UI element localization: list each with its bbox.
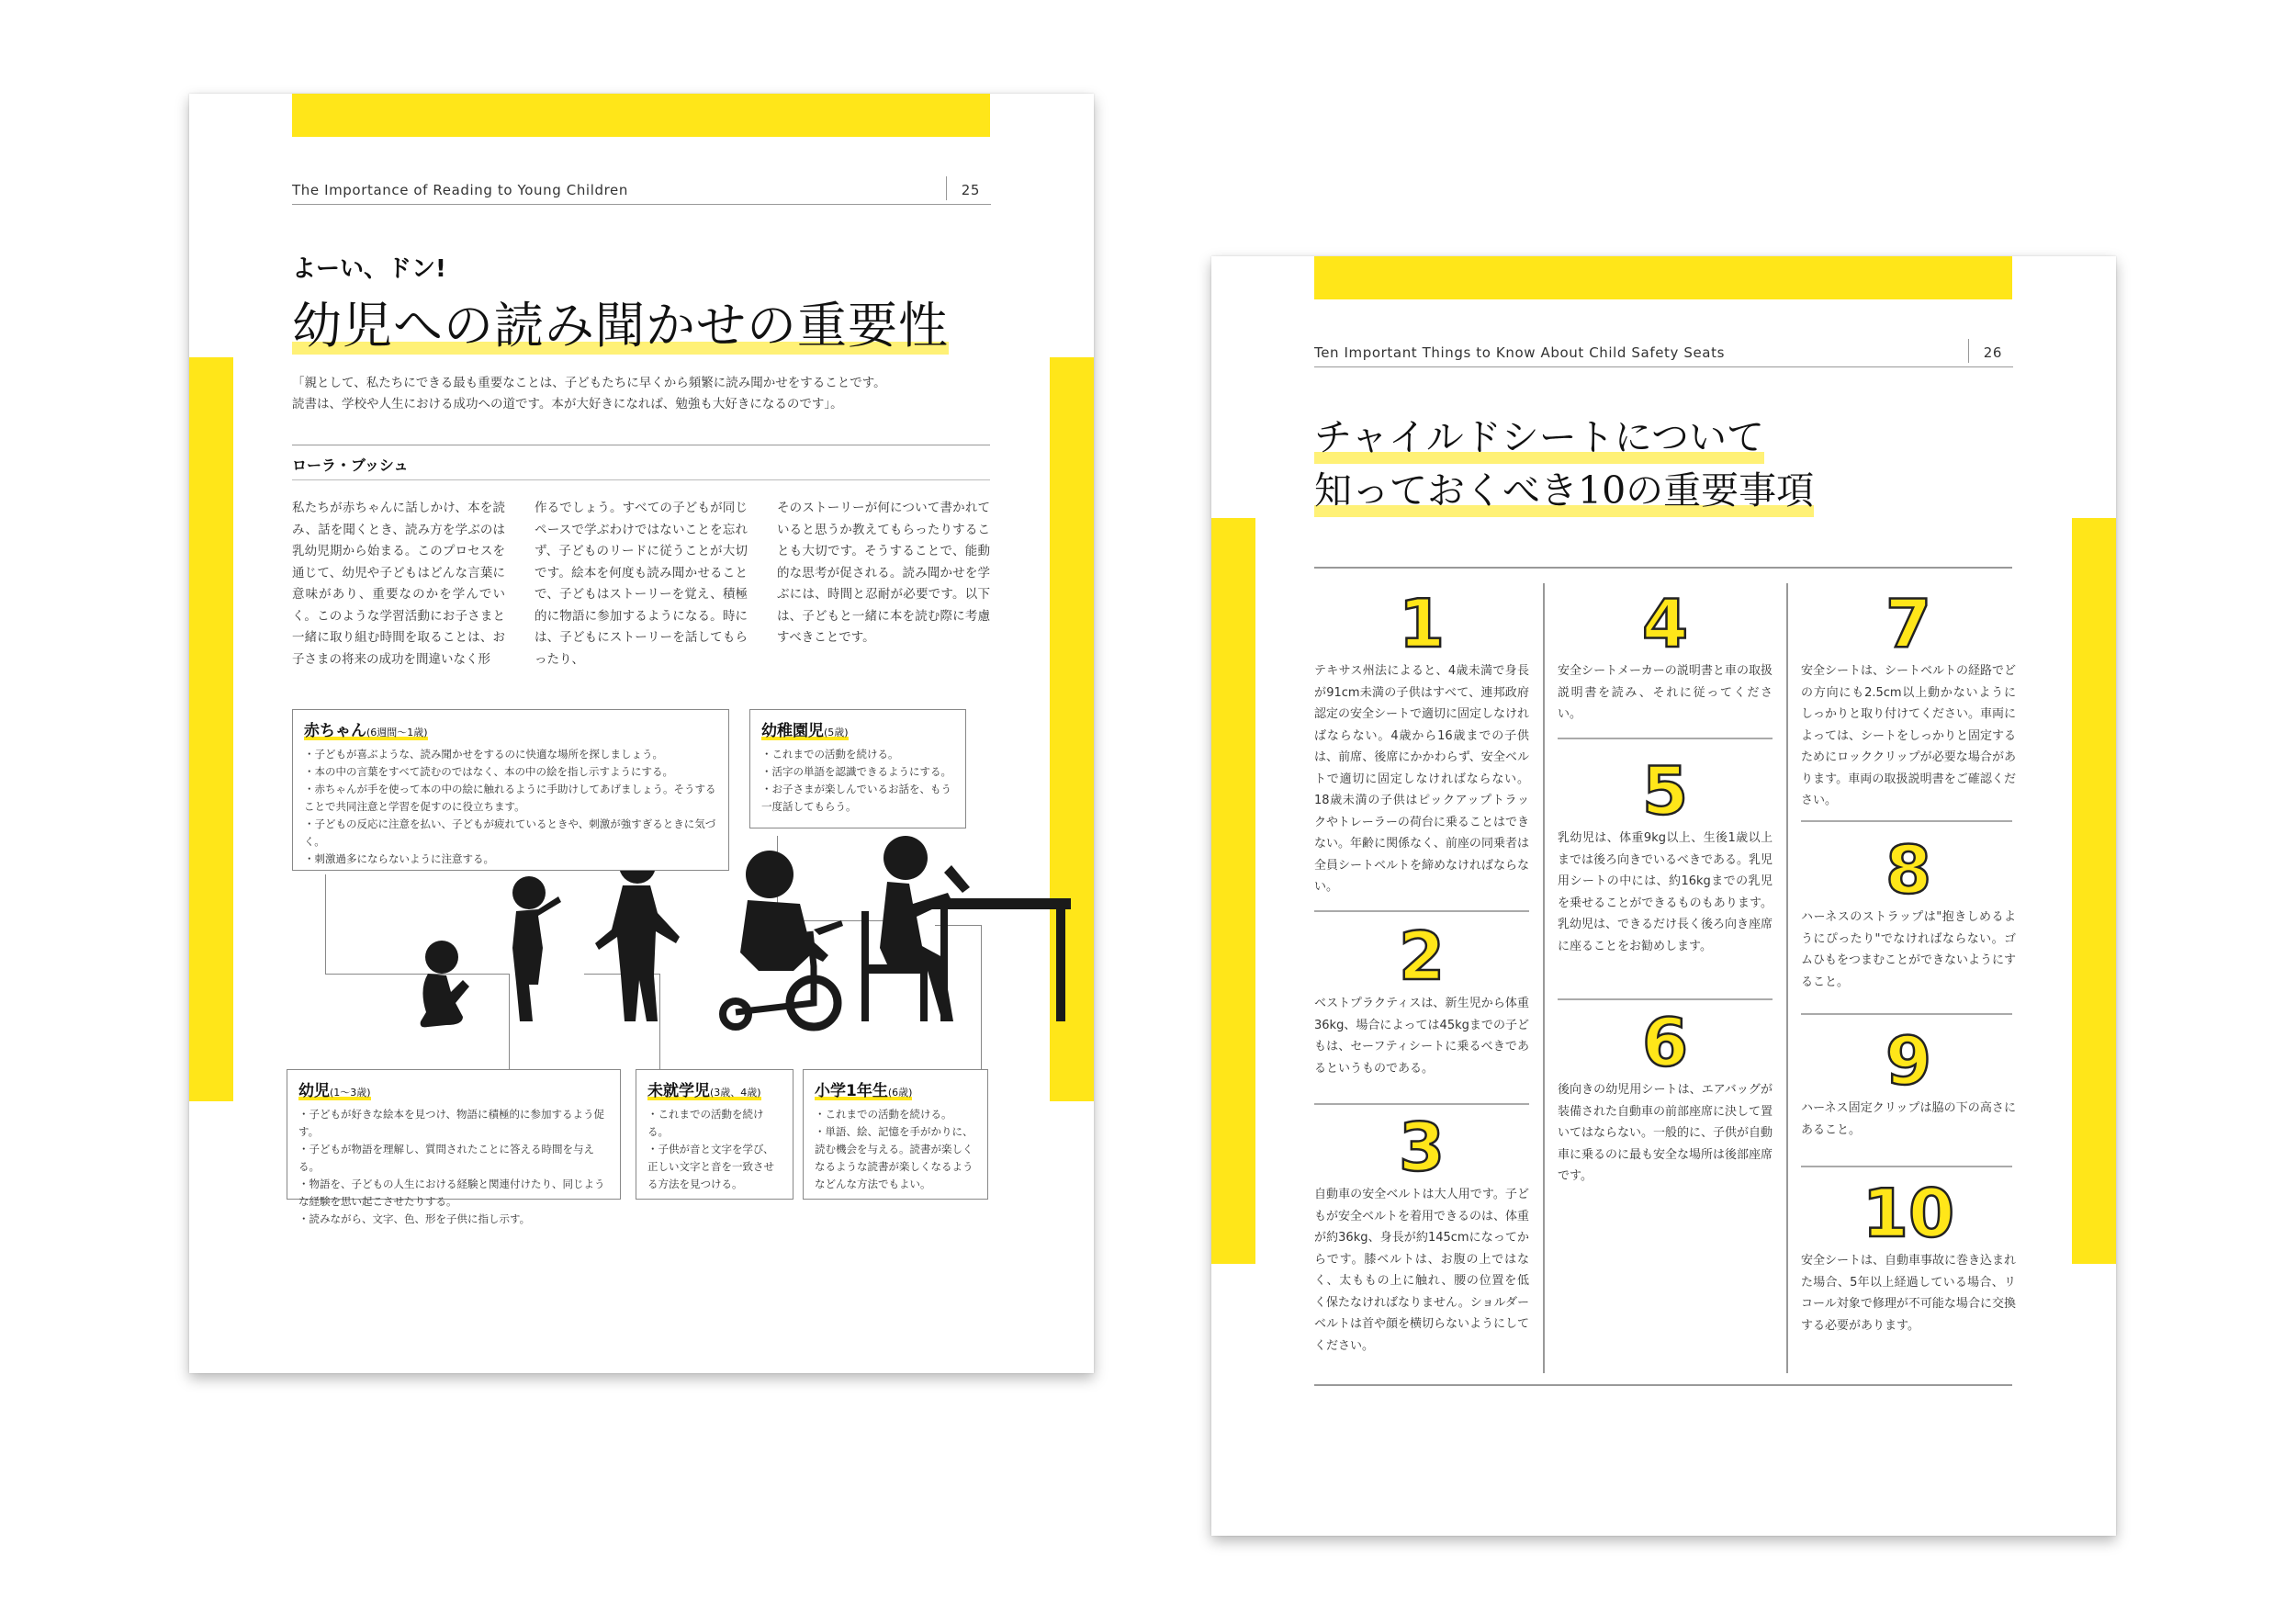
toddler-body-silhouette xyxy=(512,896,561,1021)
running-header xyxy=(1314,341,2013,367)
item-text: 後向きの幼児用シートは、エアバッグが装備された自動車の前部座席に決して置いてはならない。一般的に、子供が自動車に乗るのに最も安全な場所は後部座席です。 xyxy=(1558,1083,1773,1183)
item-text: 安全シートは、自動車事故に巻き込まれた場合、5年以上経過している場合、リコール対象で修理が不可能な場合に交換する必要があります。 xyxy=(1801,1254,2017,1333)
item-7 xyxy=(1801,587,2016,812)
box-list xyxy=(304,746,717,868)
box-first-grade xyxy=(803,1069,988,1200)
chair-leg xyxy=(920,974,928,1021)
box-title: 赤ちゃん xyxy=(304,722,366,740)
handlebar-silhouette xyxy=(814,920,843,935)
list-item: ・ 活字の単語を認識できるようにする。 xyxy=(761,763,954,781)
title-line: 知っておくべき10の重要事項 xyxy=(1314,464,1814,517)
box-heading xyxy=(815,1077,976,1100)
running-header xyxy=(292,178,991,205)
book-silhouette xyxy=(944,865,970,893)
box-heading xyxy=(761,717,954,740)
box-age: (6歳) xyxy=(887,1087,913,1099)
item-text: ベストプラクティスは、新生児から体重36kg、場合によっては45kgまでの子どもは、セーフティシートに乗るべきであるというものである。 xyxy=(1314,997,1529,1076)
item-5 xyxy=(1558,754,1773,957)
list-item: ・ 本の中の言葉をすべて読むのではなく、本の中の絵を指し示すようにする。 xyxy=(304,763,717,781)
item-1 xyxy=(1314,587,1529,898)
item-text: テキサス州法によると、4歳未満で身長が91cm未満の子供はすべて、連邦政府認定の安全シートで適切に固定しなければならない。4歳から16歳までの子供は、前席、後席にかかわらず、安全ベルトで適切に固定しなければならない。18歳未満の子供はピックアップトラックやトレーラーの荷台に乗ることはできない。年齢に関係なく、前座の同乗者は全員シートベルトを締めなければならない。 xyxy=(1314,664,1530,894)
box-heading xyxy=(647,1077,782,1100)
page-number: 25 xyxy=(961,182,980,198)
item-divider xyxy=(1314,910,1529,912)
box-age: (5歳) xyxy=(824,727,849,738)
list-item: ・ 読みながら、文字、色、形を子供に指し示す。 xyxy=(298,1211,609,1228)
list-item: ・ これまでの活動を続ける。 xyxy=(647,1106,782,1141)
list-item: ・ 子どもが好きな絵本を見つけ、物語に積極的に参加するよう促す。 xyxy=(298,1106,609,1141)
baby-silhouette xyxy=(425,941,458,974)
item-divider xyxy=(1801,1013,2012,1015)
desk-leg xyxy=(940,909,948,1021)
box-title: 小学1年生 xyxy=(815,1082,888,1100)
item-number: 5 xyxy=(1641,752,1689,829)
column-divider xyxy=(1786,583,1788,1373)
item-number: 1 xyxy=(1398,585,1446,662)
box-heading xyxy=(304,717,717,740)
chair-back xyxy=(861,911,869,1021)
desk-leg xyxy=(1056,909,1065,1021)
item-8 xyxy=(1801,833,2016,993)
item-divider xyxy=(1314,1103,1529,1105)
list-item: ・ 子供が音と文字を学び、正しい文字と音を一致させる方法を見つける。 xyxy=(647,1141,782,1193)
header-divider xyxy=(946,176,947,200)
box-kindergarten xyxy=(749,709,966,828)
list-item: ・ 子どもが喜ぶような、読み聞かせをするのに快適な場所を探しましょう。 xyxy=(304,746,717,763)
box-toddler xyxy=(287,1069,621,1225)
top-accent-bar xyxy=(292,94,990,137)
page-title xyxy=(1314,411,1814,517)
box-list xyxy=(298,1106,609,1228)
body-column-1: 私たちが赤ちゃんに話しかけ、本を読み、話を聞くとき、読み方を学ぶのは乳幼児期から始まる。このプロセスを通じて、幼児や子どもはどんな言葉に意味があり、重要なのかを学んでいく。このような学習活動にお子さまと一緒に取り組む時間を取ることは、お子さまの将来の成功を間違いなく形 xyxy=(292,501,505,667)
box-heading xyxy=(298,1077,609,1100)
list-item: ・ これまでの活動を続ける。 xyxy=(815,1106,976,1123)
grid-bottom-rule xyxy=(1314,1384,2012,1386)
item-number: 3 xyxy=(1398,1109,1446,1186)
item-number: 6 xyxy=(1641,1004,1689,1081)
item-text: ハーネス固定クリップは脇の下の高さにあること。 xyxy=(1801,1101,2016,1137)
desk-top xyxy=(931,898,1071,909)
box-age: (6週間〜1歳) xyxy=(366,727,428,738)
child-body-silhouette xyxy=(595,885,680,1021)
side-accent-bar-left xyxy=(1211,518,1255,1264)
item-text: 乳幼児は、体重9kg以上、生後1歳以上までは後ろ向きでいるべきである。乳児用シートの中には、約16kgまでの乳児を乗せることができるものもあります。乳幼児は、できるだけ長く後ろ向き座席に座ることをお勧めします。 xyxy=(1558,831,1773,953)
page-number: 26 xyxy=(1983,344,2002,361)
list-item: ・ これまでの活動を続ける。 xyxy=(761,746,954,763)
item-6 xyxy=(1558,1006,1773,1188)
running-title: The Importance of Reading to Young Children xyxy=(292,182,628,198)
list-item: ・ 刺激過多にならないように注意する。 xyxy=(304,851,717,868)
quote-author: ローラ・ブッシュ xyxy=(292,456,409,474)
item-text: 安全シートは、シートベルトの経路でどの方向にも2.5cm以上動かないようにしっかりと取り付けてください。車両によっては、シートをしっかりと固定するためにロッククリップが必要な場合があります。車両の取扱説明書をご確認ください。 xyxy=(1801,664,2017,807)
item-number: 2 xyxy=(1398,918,1446,995)
box-list xyxy=(761,746,954,816)
box-list xyxy=(647,1106,782,1193)
box-list xyxy=(815,1106,976,1193)
side-accent-bar-left xyxy=(189,357,233,1101)
item-text: 自動車の安全ベルトは大人用です。子どもが安全ベルトを着用できるのは、体重が約36kg、身長が約145cmになってからです。膝ベルトは、お腹の上ではなく、太ももの上に触れ、腰の位置を低く保たなければなりません。ショルダーベルトは首や顔を横切らないようにしてください。 xyxy=(1314,1188,1530,1353)
baby-body-silhouette xyxy=(421,974,469,1027)
toddler-silhouette xyxy=(512,876,546,909)
title-line: チャイルドシートについて xyxy=(1314,411,1764,464)
item-number: 10 xyxy=(1862,1175,1955,1252)
top-accent-bar xyxy=(1314,256,2012,299)
grid-top-rule xyxy=(1314,567,2012,569)
box-baby xyxy=(292,709,729,871)
box-title: 幼児 xyxy=(298,1082,330,1100)
chair-seat xyxy=(861,964,928,974)
list-item: ・ 子どもが物語を理解し、質問されたことに答える時間を与える。 xyxy=(298,1141,609,1176)
item-divider xyxy=(1801,1166,2012,1167)
page-title xyxy=(292,287,949,357)
page-right xyxy=(1211,256,2116,1536)
item-10 xyxy=(1801,1177,2016,1336)
item-number: 9 xyxy=(1885,1022,1932,1099)
list-item: ・ お子さまが楽しんでいるお話を、もう一度話してもらう。 xyxy=(761,781,954,816)
body-column-3: そのストーリーが何について書かれていると思うか教えてもらったりすることも大切です。そうすることで、能動的な思考が促される。読み聞かせを学ぶには、時間と忍耐が必要です。以下は、子どもと一緒に本を読む際に考慮すべきことです。 xyxy=(777,501,990,645)
reader-silhouette xyxy=(884,836,928,880)
quote xyxy=(292,373,990,415)
divider xyxy=(292,479,990,480)
item-3 xyxy=(1314,1110,1529,1357)
running-title: Ten Important Things to Know About Child Safety Seats xyxy=(1314,344,1725,361)
tricycle-child-silhouette xyxy=(746,851,793,898)
item-divider xyxy=(1558,998,1773,1000)
body-column-2: 作るでしょう。すべての子どもが同じペースで学ぶわけではないことを忘れず、子どものリードに従うことが大切です。絵本を何度も読み聞かせることで、子どもはストーリーを覚え、積極的に物語に参加するようになる。時には、子どもにストーリーを話してもらったり、 xyxy=(535,501,748,667)
side-accent-bar-right xyxy=(2072,518,2116,1264)
kicker: よーい、ドン! xyxy=(292,255,446,283)
box-age: (1〜3歳) xyxy=(330,1087,371,1099)
header-divider xyxy=(1968,339,1969,363)
item-text: ハーネスのストラップは"抱きしめるようにぴったり"でなければならない。ゴムひもをつまむことができないようにすること。 xyxy=(1801,910,2017,989)
item-divider xyxy=(1801,820,2012,822)
page-title-text: 幼児への読み聞かせの重要性 xyxy=(292,297,949,355)
box-title: 幼稚園児 xyxy=(761,722,824,740)
list-item: ・ 赤ちゃんが手を使って本の中の絵に触れるように手助けしてあげましょう。そうすることで共同注意と学習を促すのに役立ちます。 xyxy=(304,781,717,816)
quote-line: 読書は、学校や人生における成功への道です。本が大好きになれば、勉強も大好きになるのです」。 xyxy=(292,397,843,411)
list-item: ・ 子どもの反応に注意を払い、子どもが疲れているときや、刺激が強すぎるときに気づく。 xyxy=(304,816,717,851)
list-item: ・ 物語を、子どもの人生における経験と関連付けたり、同じような経験を思い起こさせたりする。 xyxy=(298,1176,609,1211)
item-2 xyxy=(1314,919,1529,1079)
item-4 xyxy=(1558,587,1773,726)
box-preschool xyxy=(636,1069,793,1200)
page-left xyxy=(189,94,1094,1373)
item-divider xyxy=(1558,738,1773,739)
quote-line: 「親として、私たちにできる最も重要なことは、子どもたちに早くから頻繁に読み聞かせをすることです。 xyxy=(292,376,886,390)
item-text: 安全シートメーカーの説明書と車の取扱説明書を読み、それに従ってください。 xyxy=(1558,664,1773,721)
item-9 xyxy=(1801,1024,2016,1141)
item-number: 4 xyxy=(1641,585,1689,662)
box-age: (3歳、4歳) xyxy=(710,1087,761,1099)
list-item: ・ 単語、絵、記憶を手がかりに、読む機会を与える。読書が楽しくなるような読書が楽しくなるようなどんな方法でもよい。 xyxy=(815,1123,976,1193)
item-number: 7 xyxy=(1885,585,1932,662)
box-title: 未就学児 xyxy=(647,1082,710,1100)
item-number: 8 xyxy=(1885,831,1932,908)
column-divider xyxy=(1543,583,1545,1373)
